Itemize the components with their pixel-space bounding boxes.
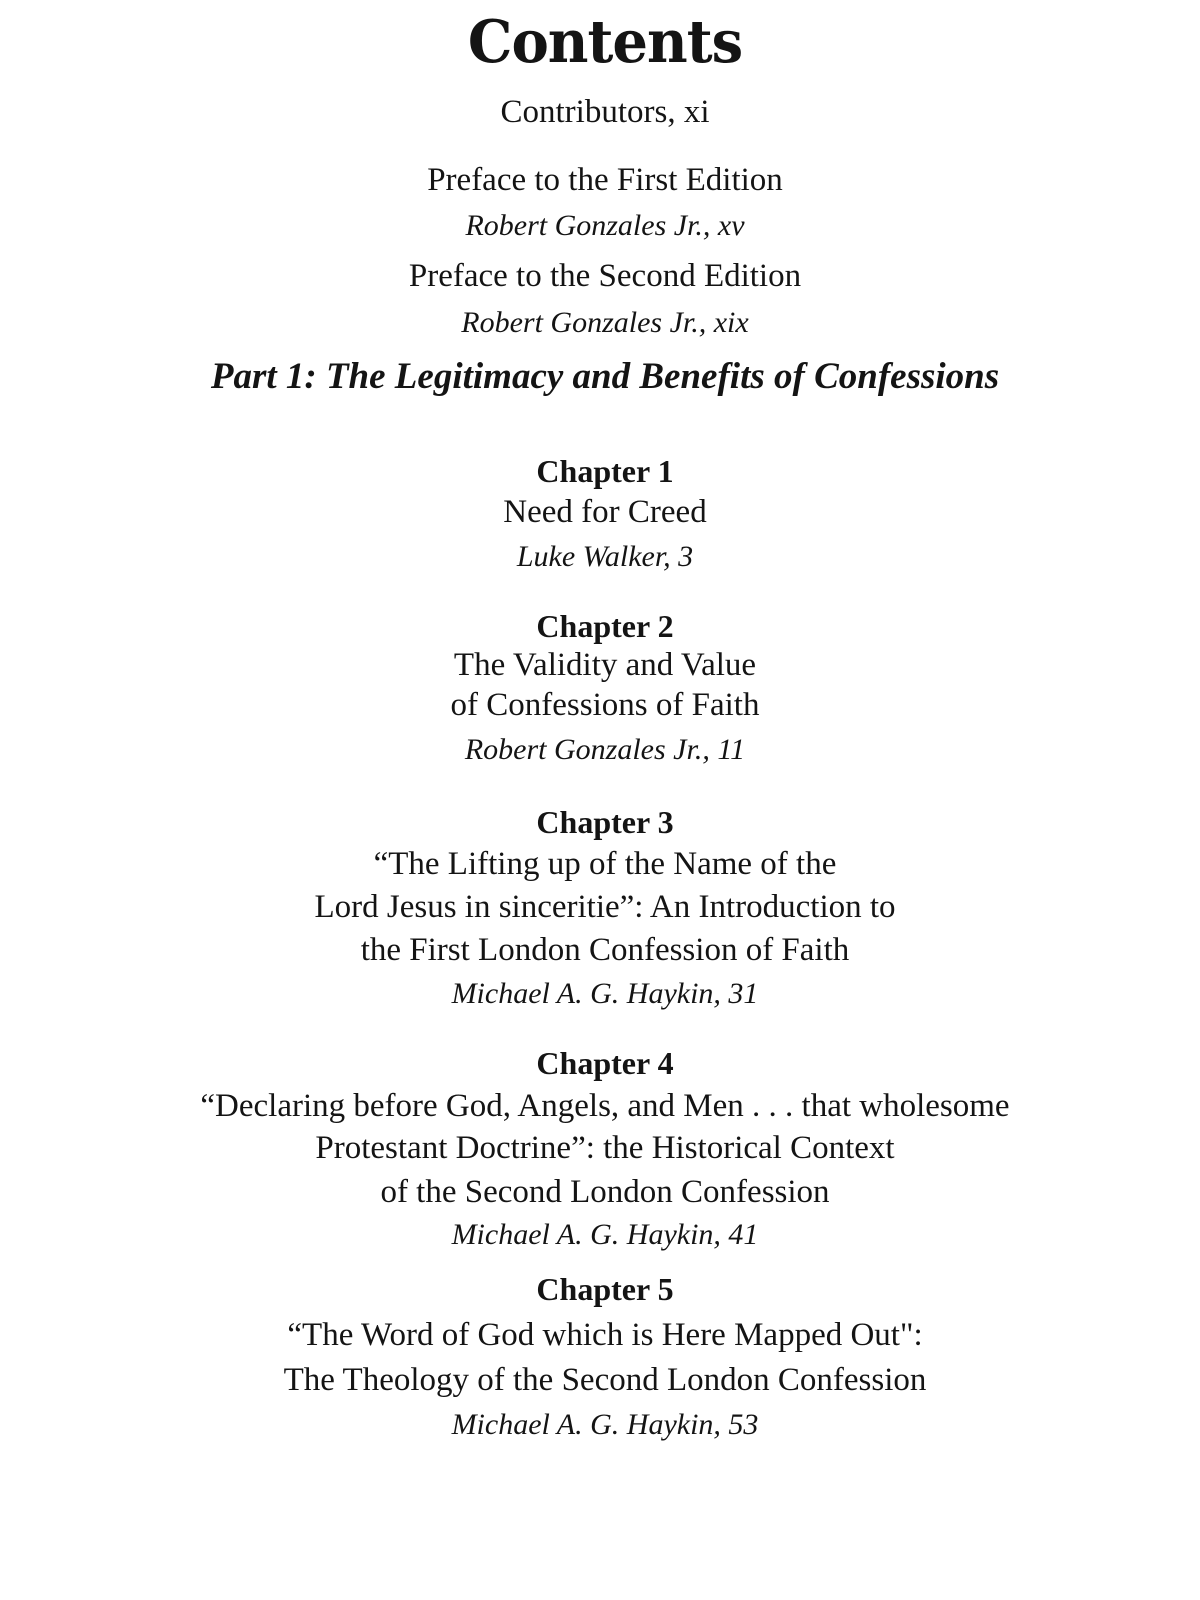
chapter-1-title[interactable]: Need for Creed — [503, 494, 707, 530]
chapter-2-title-line-2[interactable]: of Confessions of Faith — [450, 687, 760, 723]
chapter-1-author: Luke Walker, 3 — [516, 540, 694, 573]
chapter-5-author: Michael A. G. Haykin, 53 — [451, 1408, 759, 1441]
preface-first-author: Robert Gonzales Jr., xv — [465, 209, 745, 242]
preface-second-author: Robert Gonzales Jr., xix — [461, 306, 749, 339]
chapter-2-author: Robert Gonzales Jr., 11 — [464, 733, 746, 766]
chapter-5-label[interactable]: Chapter 5 — [536, 1271, 674, 1307]
chapter-3-label[interactable]: Chapter 3 — [536, 804, 674, 840]
part-1-heading[interactable]: Part 1: The Legitimacy and Benefits of Confessions — [210, 356, 1000, 397]
chapter-3-title-line-2[interactable]: Lord Jesus in sinceritie”: An Introduction to — [314, 889, 896, 925]
contributors-entry[interactable]: Contributors, xi — [500, 94, 710, 130]
chapter-5-title-line-1[interactable]: “The Word of God which is Here Mapped Out": — [287, 1317, 923, 1353]
chapter-4-label[interactable]: Chapter 4 — [536, 1045, 674, 1081]
chapter-2-title-line-1[interactable]: The Validity and Value — [453, 647, 757, 683]
chapter-4-title-line-2[interactable]: Protestant Doctrine”: the Historical Context — [315, 1130, 895, 1166]
preface-first-title[interactable]: Preface to the First Edition — [427, 162, 783, 198]
chapter-5-title-line-2[interactable]: The Theology of the Second London Confession — [283, 1362, 927, 1398]
chapter-2-label[interactable]: Chapter 2 — [536, 608, 674, 644]
chapter-3-title-line-3[interactable]: the First London Confession of Faith — [360, 932, 850, 968]
chapter-4-author: Michael A. G. Haykin, 41 — [451, 1218, 759, 1251]
chapter-4-title-line-3[interactable]: of the Second London Confession — [380, 1174, 830, 1210]
chapter-3-author: Michael A. G. Haykin, 31 — [451, 977, 759, 1010]
chapter-1-label[interactable]: Chapter 1 — [536, 453, 674, 489]
chapter-4-title-line-1[interactable]: “Declaring before God, Angels, and Men . . . that wholesome — [200, 1088, 1010, 1124]
page-title: Contents — [467, 7, 743, 77]
preface-second-title[interactable]: Preface to the Second Edition — [408, 258, 802, 294]
chapter-3-title-line-1[interactable]: “The Lifting up of the Name of the — [373, 846, 837, 882]
